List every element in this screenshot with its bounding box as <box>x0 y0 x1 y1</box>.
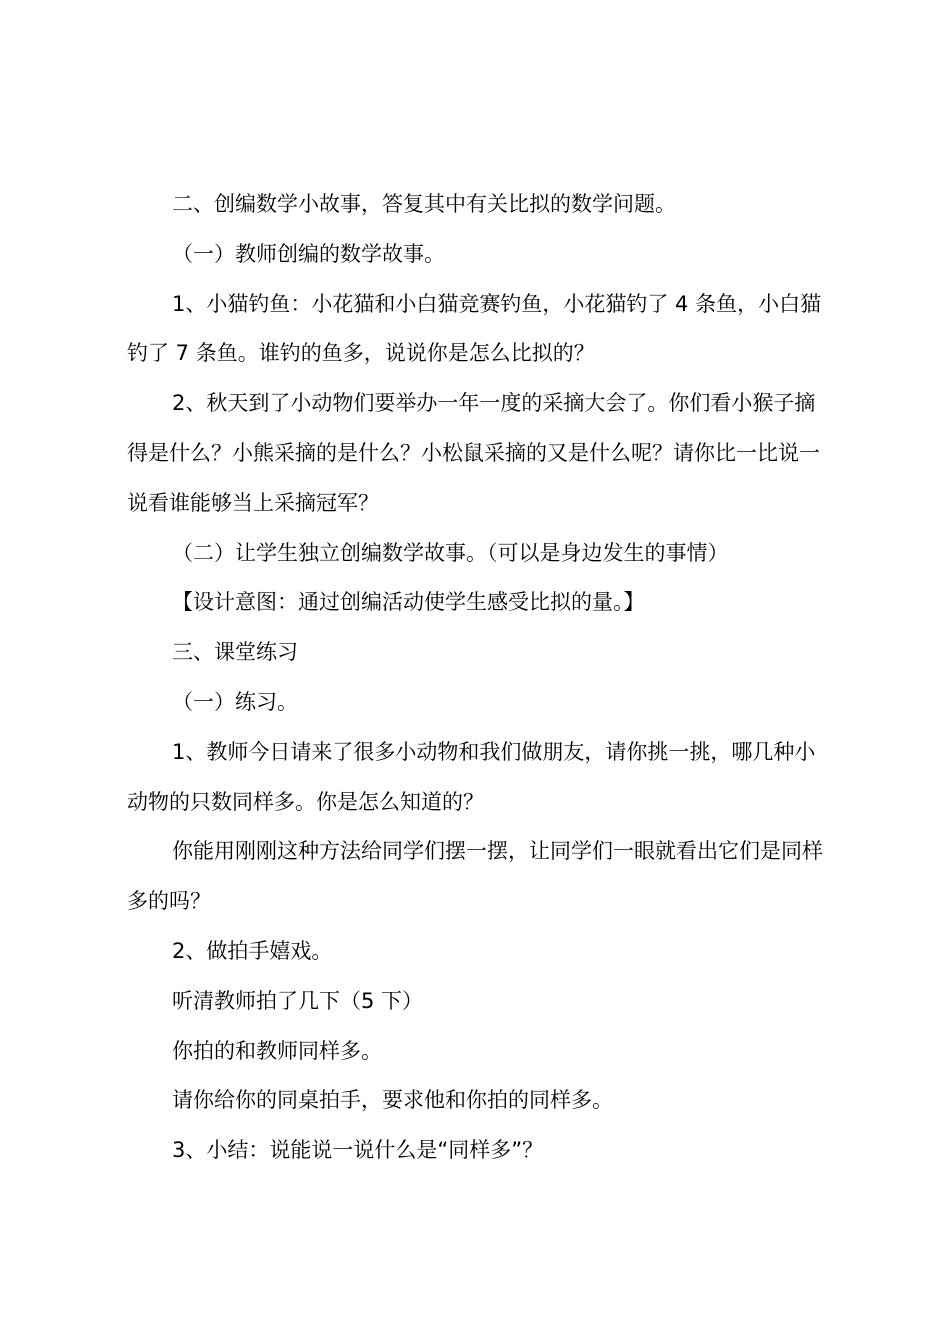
paragraph-clap-same: 你拍的和教师同样多。 <box>172 1038 382 1063</box>
paragraph-clap-deskmate: 请你给你的同桌拍手，要求他和你拍的同样多。 <box>172 1088 613 1113</box>
subsection-heading-student-stories: （二）让学生独立创编数学故事。（可以是身边发生的事情） <box>172 540 729 565</box>
document-body <box>127 180 833 1176</box>
paragraph-animal-friends: 1、教师今日请来了很多小动物和我们做朋友，请你挑一挑，哪几种小动物的只数同样多。你是怎么知道的？ <box>127 739 816 814</box>
section-heading-3: 三、课堂练习 <box>172 640 298 665</box>
paragraph-arrange-method: 你能用刚刚这种方法给同学们摆一摆，让同学们一眼就看出它们是同样多的吗？ <box>127 839 823 914</box>
design-intent-note: 【设计意图：通过创编活动使学生感受比拟的量。】 <box>172 590 645 615</box>
paragraph-kitten-fishing: 1、小猫钓鱼：小花猫和小白猫竞赛钓鱼，小花猫钓了 4 条鱼，小白猫钓了 7 条鱼。谁钓的鱼多，说说你是怎么比拟的？ <box>127 291 822 366</box>
paragraph-clap-game: 2、做拍手嬉戏。 <box>172 938 333 963</box>
paragraph-listen-claps: 听清教师拍了几下（5 下） <box>172 988 424 1013</box>
paragraph-autumn-picking: 2、秋天到了小动物们要举办一年一度的采摘大会了。你们看小猴子摘得是什么？小熊采摘的是什么？小松鼠采摘的又是什么呢？请你比一比说一说看谁能够当上采摘冠军？ <box>127 391 820 515</box>
section-heading-2: 二、创编数学小故事，答复其中有关比拟的数学问题。 <box>172 192 676 216</box>
subsection-heading-practice: （一）练习。 <box>172 689 298 714</box>
subsection-heading-teacher-stories: （一）教师创编的数学故事。 <box>172 241 445 266</box>
paragraph-summary: 3、小结：说能说一说什么是“同样多”？ <box>172 1138 544 1163</box>
